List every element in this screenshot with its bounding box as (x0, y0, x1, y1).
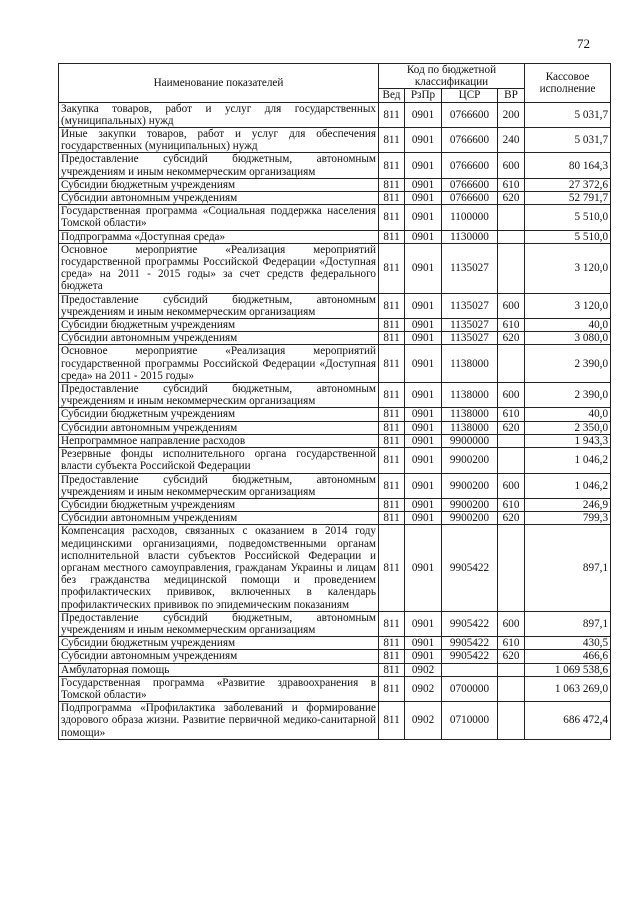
code-csr: 9905422 (442, 637, 498, 650)
code-ved: 811 (379, 102, 405, 127)
code-ved: 811 (379, 205, 405, 230)
table-row (59, 293, 611, 318)
code-vr: 610 (498, 408, 525, 421)
code-rzpr: 0902 (405, 663, 442, 676)
code-csr: 9905422 (442, 650, 498, 663)
code-csr: 1135027 (442, 332, 498, 345)
code-csr: 0766600 (442, 192, 498, 205)
row-name: Субсидии бюджетным учреждениям (59, 408, 379, 421)
code-vr: 200 (498, 102, 525, 127)
amount: 3 120,0 (525, 293, 611, 318)
code-rzpr: 0901 (405, 434, 442, 447)
budget-table (58, 63, 611, 740)
code-ved: 811 (379, 332, 405, 345)
amount: 1 069 538,6 (525, 663, 611, 676)
code-ved: 811 (379, 345, 405, 383)
row-name: Субсидии автономным учреждениям (59, 332, 379, 345)
code-csr: 0710000 (442, 702, 498, 740)
row-name: Предоставление субсидий бюджетным, автономным учреждениям и иным некоммерческим организациям (59, 611, 379, 636)
table-row (59, 243, 611, 293)
table-row (59, 230, 611, 243)
code-vr: 610 (498, 178, 525, 191)
code-rzpr: 0901 (405, 525, 442, 611)
amount: 5 510,0 (525, 230, 611, 243)
code-vr (498, 243, 525, 293)
code-csr: 1138000 (442, 408, 498, 421)
code-vr: 620 (498, 650, 525, 663)
code-csr: 1130000 (442, 230, 498, 243)
table-row (59, 178, 611, 191)
code-csr: 1138000 (442, 383, 498, 408)
table-row (59, 702, 611, 740)
amount: 1 046,2 (525, 448, 611, 473)
code-rzpr: 0901 (405, 408, 442, 421)
table-row (59, 525, 611, 611)
table-row (59, 448, 611, 473)
table-row (59, 102, 611, 127)
table-row (59, 345, 611, 383)
code-rzpr: 0901 (405, 498, 442, 511)
header-amount: Кассовое исполнение (525, 64, 611, 103)
amount: 2 350,0 (525, 421, 611, 434)
page-number: 72 (577, 36, 590, 51)
amount: 40,0 (525, 319, 611, 332)
row-name: Субсидии бюджетным учреждениям (59, 178, 379, 191)
code-vr (498, 663, 525, 676)
code-csr: 1138000 (442, 345, 498, 383)
code-ved: 811 (379, 408, 405, 421)
code-vr: 620 (498, 332, 525, 345)
row-name: Компенсация расходов, связанных с оказанием в 2014 году медицинскими организациями, подведомственными органам исполнительной власти субъектов Российской Федерации и органам местного самоуправления, гражданам Украины и лицам без гражданства медицинской помощи и проведением профилактических прививок, включенных в календарь профилактических прививок по эпидемическим показаниям (59, 525, 379, 611)
code-vr: 600 (498, 383, 525, 408)
code-rzpr: 0901 (405, 473, 442, 498)
row-name: Иные закупки товаров, работ и услуг для обеспечения государственных (муниципальных) нужд (59, 128, 379, 153)
code-rzpr: 0901 (405, 637, 442, 650)
code-csr: 1135027 (442, 243, 498, 293)
code-vr: 620 (498, 192, 525, 205)
code-csr: 9900200 (442, 473, 498, 498)
code-ved: 811 (379, 230, 405, 243)
amount: 686 472,4 (525, 702, 611, 740)
amount: 1 046,2 (525, 473, 611, 498)
code-rzpr: 0901 (405, 421, 442, 434)
amount: 799,3 (525, 512, 611, 525)
amount: 897,1 (525, 525, 611, 611)
row-name: Предоставление субсидий бюджетным, автономным учреждениям и иным некоммерческим организациям (59, 153, 379, 178)
code-vr (498, 676, 525, 701)
code-rzpr: 0901 (405, 153, 442, 178)
row-name: Предоставление субсидий бюджетным, автономным учреждениям и иным некоммерческим организациям (59, 293, 379, 318)
amount: 5 031,7 (525, 102, 611, 127)
row-name: Субсидии автономным учреждениям (59, 192, 379, 205)
row-name: Субсидии автономным учреждениям (59, 512, 379, 525)
code-vr (498, 230, 525, 243)
code-rzpr: 0901 (405, 128, 442, 153)
table-row (59, 473, 611, 498)
code-vr (498, 525, 525, 611)
code-vr (498, 448, 525, 473)
code-ved: 811 (379, 473, 405, 498)
code-vr: 620 (498, 512, 525, 525)
code-rzpr: 0901 (405, 102, 442, 127)
code-vr: 610 (498, 498, 525, 511)
header-name: Наименование показателей (59, 64, 379, 103)
code-ved: 811 (379, 319, 405, 332)
amount: 466,6 (525, 650, 611, 663)
row-name: Закупка товаров, работ и услуг для государственных (муниципальных) нужд (59, 102, 379, 127)
table-row (59, 676, 611, 701)
row-name: Амбулаторная помощь (59, 663, 379, 676)
amount: 3 080,0 (525, 332, 611, 345)
row-name: Субсидии автономным учреждениям (59, 650, 379, 663)
header-code-ved: Вед (379, 89, 405, 102)
code-ved: 811 (379, 525, 405, 611)
code-rzpr: 0901 (405, 345, 442, 383)
code-csr: 1135027 (442, 293, 498, 318)
amount: 246,9 (525, 498, 611, 511)
code-csr: 9900200 (442, 512, 498, 525)
code-ved: 811 (379, 383, 405, 408)
code-vr: 600 (498, 611, 525, 636)
row-name: Государственная программа «Развитие здравоохранения в Томской области» (59, 676, 379, 701)
amount: 2 390,0 (525, 383, 611, 408)
code-csr: 0766600 (442, 102, 498, 127)
row-name: Субсидии бюджетным учреждениям (59, 319, 379, 332)
code-rzpr: 0901 (405, 319, 442, 332)
code-csr: 9905422 (442, 525, 498, 611)
code-rzpr: 0901 (405, 383, 442, 408)
header-row (59, 64, 611, 89)
amount: 2 390,0 (525, 345, 611, 383)
header-code-rzpr: РзПр (405, 89, 442, 102)
code-vr: 610 (498, 637, 525, 650)
table-row (59, 498, 611, 511)
code-ved: 811 (379, 702, 405, 740)
amount: 80 164,3 (525, 153, 611, 178)
row-name: Подпрограмма «Доступная среда» (59, 230, 379, 243)
table-row (59, 512, 611, 525)
code-vr (498, 205, 525, 230)
table-row (59, 650, 611, 663)
code-rzpr: 0901 (405, 332, 442, 345)
code-csr: 1135027 (442, 319, 498, 332)
code-ved: 811 (379, 192, 405, 205)
code-rzpr: 0901 (405, 512, 442, 525)
code-csr: 9900200 (442, 448, 498, 473)
table-row (59, 408, 611, 421)
code-ved: 811 (379, 650, 405, 663)
table-row (59, 128, 611, 153)
code-ved: 811 (379, 434, 405, 447)
code-ved: 811 (379, 611, 405, 636)
code-csr: 1138000 (442, 421, 498, 434)
code-csr: 0766600 (442, 153, 498, 178)
code-csr: 9905422 (442, 611, 498, 636)
table-row (59, 332, 611, 345)
row-name: Субсидии автономным учреждениям (59, 421, 379, 434)
amount: 897,1 (525, 611, 611, 636)
code-rzpr: 0901 (405, 650, 442, 663)
code-rzpr: 0902 (405, 676, 442, 701)
code-rzpr: 0901 (405, 192, 442, 205)
table-row (59, 192, 611, 205)
amount: 430,5 (525, 637, 611, 650)
amount: 52 791,7 (525, 192, 611, 205)
table-row (59, 421, 611, 434)
amount: 5 510,0 (525, 205, 611, 230)
amount: 1 943,3 (525, 434, 611, 447)
code-vr (498, 702, 525, 740)
code-ved: 811 (379, 512, 405, 525)
code-rzpr: 0901 (405, 448, 442, 473)
code-vr: 600 (498, 293, 525, 318)
code-ved: 811 (379, 676, 405, 701)
code-ved: 811 (379, 498, 405, 511)
amount: 1 063 269,0 (525, 676, 611, 701)
row-name: Субсидии бюджетным учреждениям (59, 498, 379, 511)
code-rzpr: 0901 (405, 205, 442, 230)
table-row (59, 637, 611, 650)
code-ved: 811 (379, 243, 405, 293)
code-csr: 0766600 (442, 128, 498, 153)
row-name: Государственная программа «Социальная поддержка населения Томской области» (59, 205, 379, 230)
code-csr: 0766600 (442, 178, 498, 191)
code-csr: 1100000 (442, 205, 498, 230)
table-body (59, 102, 611, 739)
row-name: Непрограммное направление расходов (59, 434, 379, 447)
table-row (59, 611, 611, 636)
table-row (59, 153, 611, 178)
code-vr: 610 (498, 319, 525, 332)
code-rzpr: 0901 (405, 230, 442, 243)
code-vr: 620 (498, 421, 525, 434)
amount: 3 120,0 (525, 243, 611, 293)
table-row (59, 383, 611, 408)
code-ved: 811 (379, 637, 405, 650)
header-code-group: Код по бюджетной классификации (379, 64, 525, 89)
code-csr: 0700000 (442, 676, 498, 701)
row-name: Предоставление субсидий бюджетным, автономным учреждениям и иным некоммерческим организациям (59, 473, 379, 498)
table-row (59, 319, 611, 332)
code-vr: 240 (498, 128, 525, 153)
code-csr (442, 663, 498, 676)
code-ved: 811 (379, 153, 405, 178)
code-vr (498, 345, 525, 383)
code-ved: 811 (379, 421, 405, 434)
row-name: Резервные фонды исполнительного органа государственной власти субъекта Российской Федерации (59, 448, 379, 473)
code-vr: 600 (498, 153, 525, 178)
header-code-csr: ЦСР (442, 89, 498, 102)
code-ved: 811 (379, 448, 405, 473)
code-rzpr: 0901 (405, 178, 442, 191)
row-name: Предоставление субсидий бюджетным, автономным учреждениям и иным некоммерческим организациям (59, 383, 379, 408)
table-row (59, 205, 611, 230)
code-vr: 600 (498, 473, 525, 498)
row-name: Основное мероприятие «Реализация мероприятий государственной программы Российской Федерации «Доступная среда» на 2011 - 2015 годы» (59, 345, 379, 383)
table-row (59, 434, 611, 447)
code-ved: 811 (379, 128, 405, 153)
code-csr: 9900200 (442, 498, 498, 511)
code-rzpr: 0901 (405, 611, 442, 636)
code-ved: 811 (379, 178, 405, 191)
row-name: Основное мероприятие «Реализация мероприятий государственной программы Российской Федерации «Доступная среда» на 2011 - 2015 годы» за счет средств федерального бюджета (59, 243, 379, 293)
table-row (59, 663, 611, 676)
code-rzpr: 0901 (405, 293, 442, 318)
code-csr: 9900000 (442, 434, 498, 447)
amount: 5 031,7 (525, 128, 611, 153)
code-ved: 811 (379, 293, 405, 318)
row-name: Подпрограмма «Профилактика заболеваний и формирование здорового образа жизни. Развитие первичной медико-санитарной помощи» (59, 702, 379, 740)
code-rzpr: 0902 (405, 702, 442, 740)
amount: 27 372,6 (525, 178, 611, 191)
row-name: Субсидии бюджетным учреждениям (59, 637, 379, 650)
code-rzpr: 0901 (405, 243, 442, 293)
amount: 40,0 (525, 408, 611, 421)
code-ved: 811 (379, 663, 405, 676)
code-vr (498, 434, 525, 447)
header-code-vr: ВР (498, 89, 525, 102)
